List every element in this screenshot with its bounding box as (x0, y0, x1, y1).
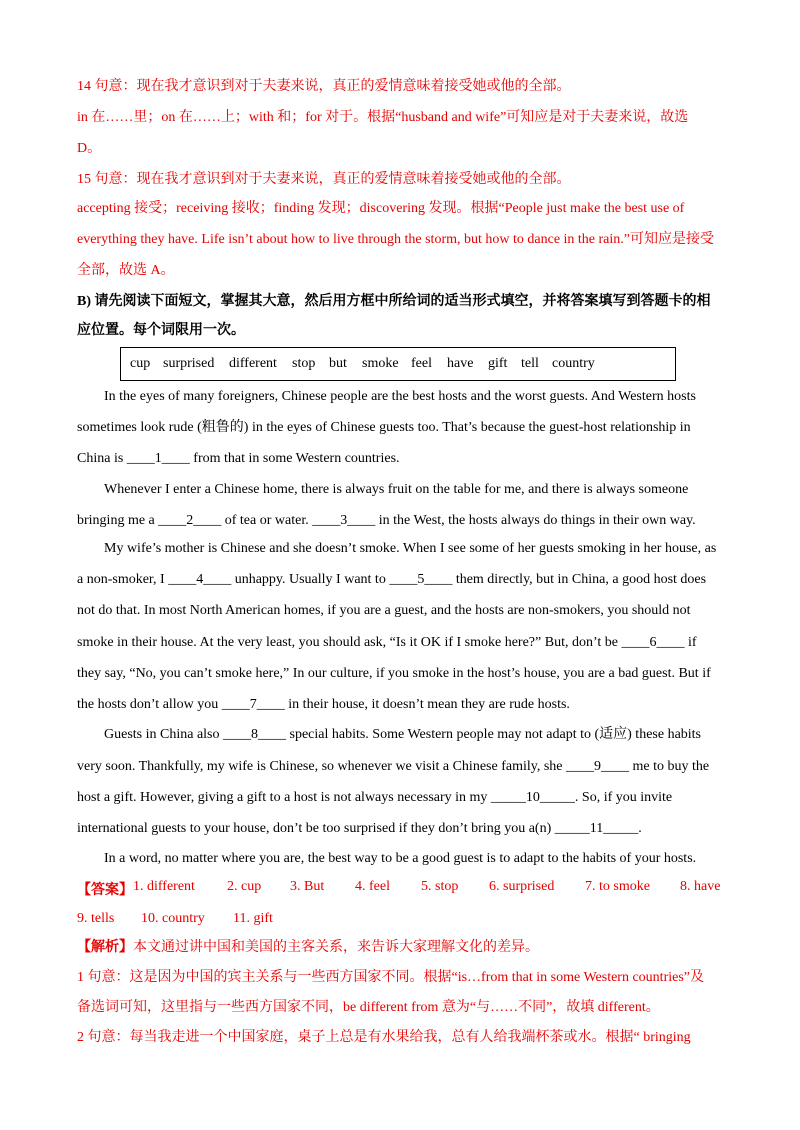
answer-item: 11. gift (233, 911, 273, 926)
answer-item: 8. have (680, 879, 721, 894)
analysis-summary-text: 本文通过讲中国和美国的主客关系，来告诉大家理解文化的差异。 (133, 940, 539, 955)
q15-meaning: 15 句意：现在我才意识到对于夫妻来说，真正的爱情意味着接受她或他的全部。 (77, 172, 571, 187)
answer-label: 【答案】 (77, 883, 133, 898)
analysis-label: 【解析】 (77, 940, 133, 955)
answer-item: 5. stop (421, 879, 459, 894)
passage-p4-line-3: host a gift. However, giving a gift to a host is not always necessary in my _____10_____. So, if you invite (77, 790, 673, 805)
analysis-q1-line-1: 1 句意：这是因为中国的宾主关系与一些西方国家不同。根据“is…from that in some Western countries”及 (77, 970, 704, 985)
word-bank-item: smoke (362, 356, 399, 371)
word-bank-item: different (229, 356, 277, 371)
answer-item: 1. different (133, 879, 195, 894)
section-b-instruction-line-2: 应位置。每个词限用一次。 (77, 323, 245, 338)
word-bank-item: cup (130, 356, 151, 371)
answer-item: 4. feel (355, 879, 390, 894)
passage-p2-line-2: bringing me a ____2____ of tea or water. ____3____ in the West, the hosts always do things in their own way. (77, 513, 696, 528)
passage-p1-line-3: China is ____1____ from that in some Western countries. (77, 451, 400, 466)
q14-explanation-line-2: D。 (77, 141, 102, 156)
analysis-q2-line-1: 2 句意：每当我走进一个中国家庭，桌子上总是有水果给我，总有人给我端杯茶或水。根据“ bringing (77, 1030, 691, 1045)
word-bank-item: gift (488, 356, 508, 371)
section-b-instruction-line-1: B) 请先阅读下面短文，掌握其大意，然后用方框中所给词的适当形式填空，并将答案填写到答题卡的相 (77, 294, 711, 309)
answer-item: 9. tells (77, 911, 115, 926)
word-bank-item: feel (411, 356, 432, 371)
passage-p2-line-1: Whenever I enter a Chinese home, there is always fruit on the table for me, and there is always someone (104, 482, 689, 497)
passage-p3-line-5: they say, “No, you can’t smoke here,” In our culture, if you smoke in the host’s house, you are a bad guest. But if (77, 666, 711, 681)
passage-p4-line-1: Guests in China also ____8____ special habits. Some Western people may not adapt to (适应) these habits (104, 727, 702, 742)
passage-p4-line-2: very soon. Thankfully, my wife is Chinese, so whenever we visit a Chinese family, she ____9____ me to buy the (77, 759, 710, 774)
word-bank-item: surprised (163, 356, 215, 371)
q15-explanation-line-3: 全部，故选 A。 (77, 263, 175, 278)
word-bank-box (120, 347, 676, 381)
passage-p3-line-1: My wife’s mother is Chinese and she doesn’t smoke. When I see some of her guests smoking in her house, as (104, 541, 717, 556)
q15-explanation-line-1: accepting 接受；receiving 接收；finding 发现；discovering 发现。根据“People just make the best use of (77, 201, 685, 216)
passage-p5-line-1: In a word, no matter where you are, the best way to be a good guest is to adapt to the habits of your hosts. (104, 851, 697, 866)
passage-p1-line-2: sometimes look rude (粗鲁的) in the eyes of Chinese guests too. That’s because the guest-host relationship in (77, 420, 691, 435)
answer-item: 7. to smoke (585, 879, 650, 894)
analysis-summary (77, 939, 539, 957)
word-bank-item: but (329, 356, 347, 371)
answer-item: 6. surprised (489, 879, 555, 894)
answer-item: 10. country (141, 911, 205, 926)
word-bank-item: stop (292, 356, 316, 371)
word-bank-item: have (447, 356, 474, 371)
answer-item: 2. cup (227, 879, 262, 894)
word-bank-item: tell (521, 356, 539, 371)
analysis-q1-line-2: 备选词可知，这里指与一些西方国家不同，be different from 意为“与……不同”，故填 different。 (77, 1000, 660, 1015)
passage-p3-line-2: a non-smoker, I ____4____ unhappy. Usually I want to ____5____ them directly, but in China, a good host does (77, 572, 707, 587)
q14-explanation-line-1: in 在……里；on 在……上；with 和；for 对于。根据“husband and wife”可知应是对于夫妻来说，故选 (77, 110, 689, 125)
q14-meaning: 14 句意：现在我才意识到对于夫妻来说，真正的爱情意味着接受她或他的全部。 (77, 79, 571, 94)
passage-p3-line-6: the hosts don’t allow you ____7____ in their house, it doesn’t mean they are rude hosts. (77, 697, 570, 712)
passage-p3-line-3: not do that. In most North American homes, if you are a guest, and the hosts are non-smokers, you should not (77, 603, 691, 618)
passage-p4-line-4: international guests to your house, don’t be too surprised if they don’t bring you a(n) _____11_____. (77, 821, 642, 836)
word-bank-item: country (552, 356, 595, 371)
passage-p1-line-1: In the eyes of many foreigners, Chinese people are the best hosts and the worst guests. And Western hosts (104, 389, 696, 404)
q15-explanation-line-2: everything they have. Life isn’t about how to live through the storm, but how to dance in the rain.”可知应是接受 (77, 232, 714, 247)
answer-item: 3. But (290, 879, 325, 894)
passage-p3-line-4: smoke in their house. At the very least, you should ask, “Is it OK if I smoke here?” But, don’t be ____6____ if (77, 635, 697, 650)
